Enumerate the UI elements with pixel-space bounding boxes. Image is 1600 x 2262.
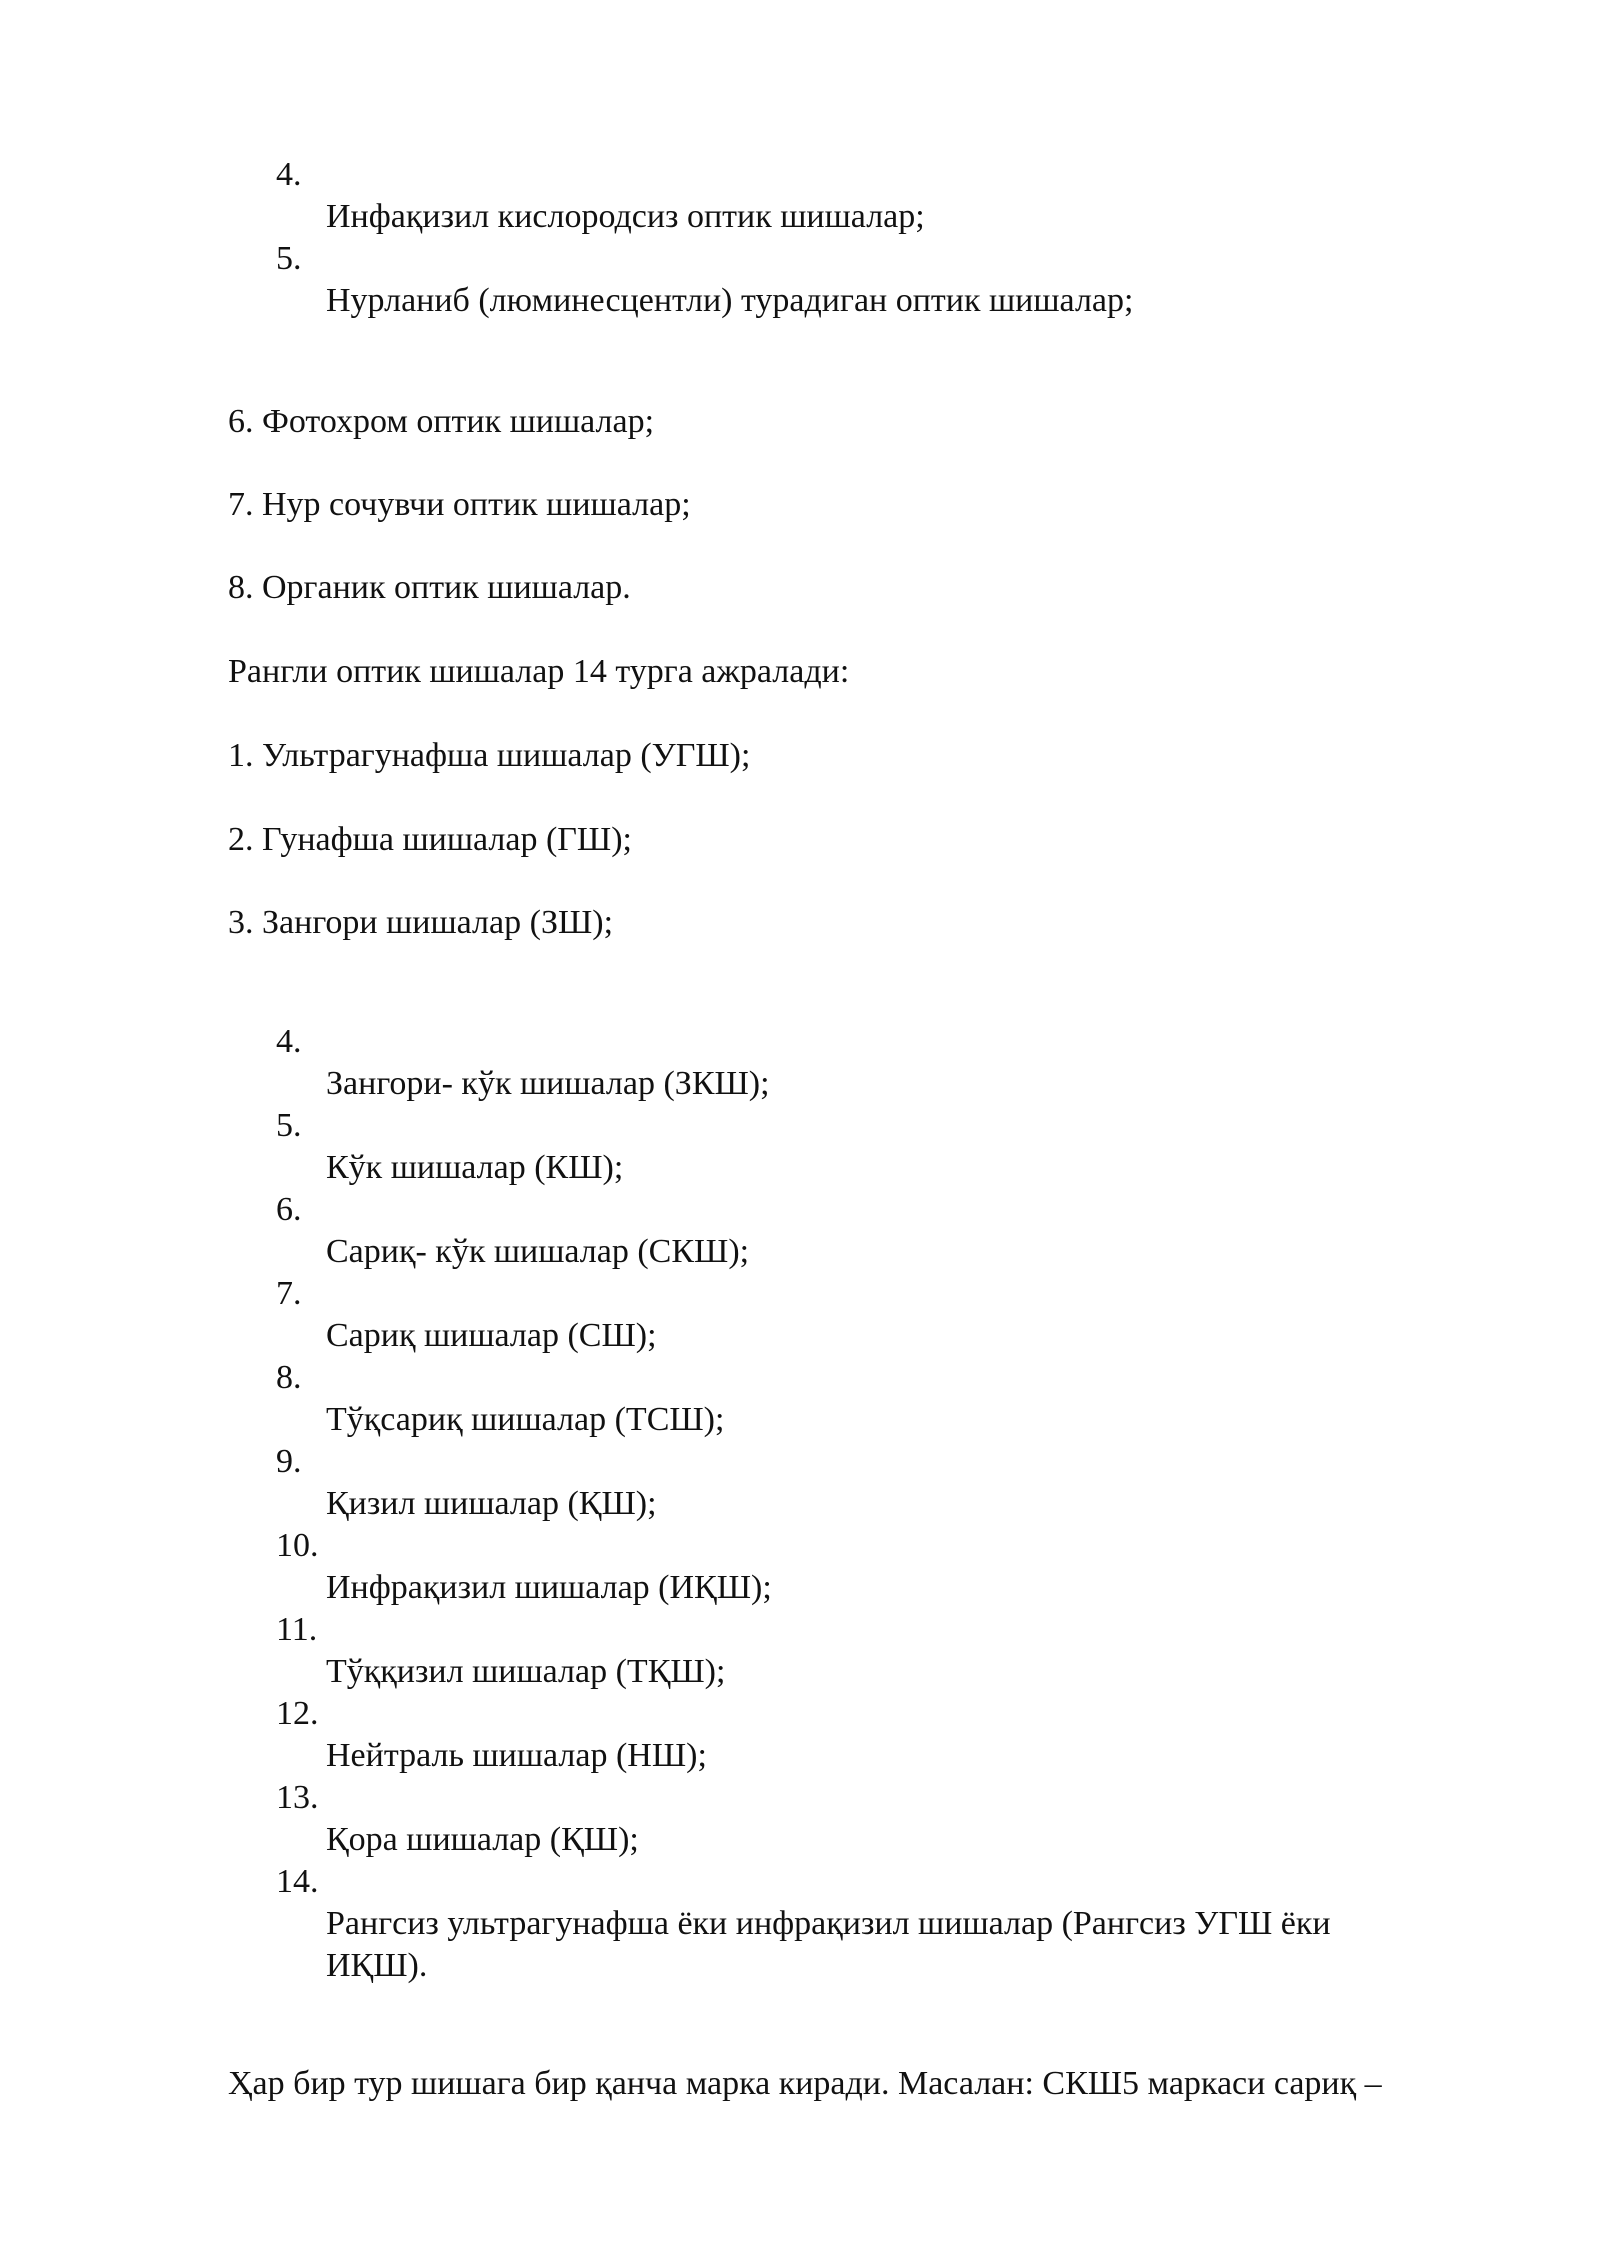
list-item-text: Нурланиб (люминесцентли) турадиган оптик шишалар; (326, 282, 1134, 319)
paragraph: 1. Ультрагунафша шишалар (УГШ); (228, 737, 751, 774)
paragraph: 2. Гунафша шишалар (ГШ); (228, 821, 632, 858)
list-number: 12. (276, 1695, 319, 1732)
paragraph: Рангли оптик шишалар 14 турга ажралади: (228, 653, 850, 690)
list-number: 11. (276, 1611, 318, 1648)
list-number: 14. (276, 1863, 319, 1900)
list-number: 13. (276, 1779, 319, 1816)
list-number: 10. (276, 1527, 319, 1564)
paragraph: 6. Фотохром оптик шишалар; (228, 403, 655, 440)
list-number: 6. (276, 1191, 302, 1228)
list-item-text: Кўк шишалар (КШ); (326, 1149, 624, 1186)
list-item-text: Зангори- кўк шишалар (ЗКШ); (326, 1065, 770, 1102)
list-item-text: Инфақизил кислородсиз оптик шишалар; (326, 198, 925, 235)
list-number: 8. (276, 1359, 302, 1396)
list-item-text: Тўқсариқ шишалар (ТСШ); (326, 1401, 725, 1438)
list-item-text: Нейтраль шишалар (НШ); (326, 1737, 707, 1774)
list-item-text: Тўққизил шишалар (ТҚШ); (326, 1653, 726, 1690)
paragraph: 8. Органик оптик шишалар. (228, 569, 631, 606)
list-item-text: Инфрақизил шишалар (ИҚШ); (326, 1569, 772, 1606)
list-item-text: Қизил шишалар (ҚШ); (326, 1485, 657, 1522)
list-number: 9. (276, 1443, 302, 1480)
list-item-text: Рангсиз ультрагунафша ёки инфрақизил шишалар (Рангсиз УГШ ёки (326, 1905, 1331, 1942)
paragraph: 7. Нур сочувчи оптик шишалар; (228, 486, 691, 523)
list-number: 7. (276, 1275, 302, 1312)
list-number: 5. (276, 1107, 302, 1144)
list-item-text-continuation: ИҚШ). (326, 1947, 428, 1984)
list-item-text: Сариқ- кўк шишалар (СКШ); (326, 1233, 750, 1270)
paragraph: 3. Зангори шишалар (ЗШ); (228, 904, 614, 941)
list-number: 4. (276, 1023, 302, 1060)
list-number: 5. (276, 240, 302, 277)
list-item-text: Сариқ шишалар (СШ); (326, 1317, 657, 1354)
list-number: 4. (276, 156, 302, 193)
paragraph: Ҳар бир тур шишага бир қанча марка киради. Масалан: СКШ5 маркаси сариқ – (228, 2065, 1382, 2102)
list-item-text: Қора шишалар (ҚШ); (326, 1821, 639, 1858)
